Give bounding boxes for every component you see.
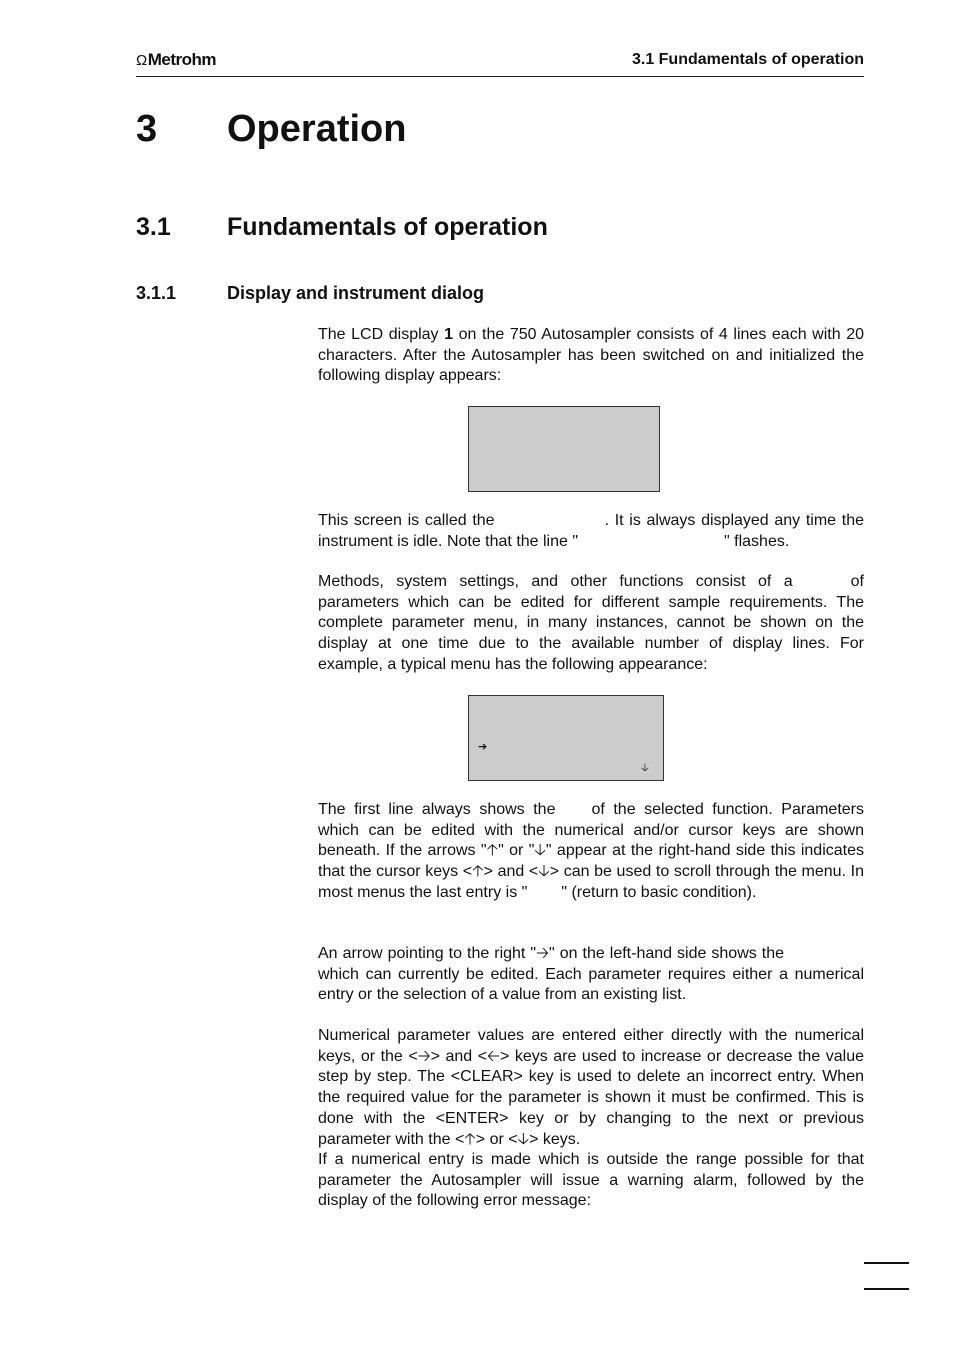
text-span: of parameters which can be edited for different sample requirements. The complete parameter menu, in many instances, cannot be shown on the display at one time due to the available number of display lines. For example, a typical menu has the following appearance: [318, 573, 864, 673]
paragraph-numerical-entry: Numerical parameter values are entered either directly with the numerical keys, or the <🡢> and <🡠> keys are used to increase or decrease the value step by step. The <CLEAR> key is used to delete an incorrect entry. When the required value for the parameter is shown it must be confirmed. This is done with the <ENTER> key or by changing to the next or previous parameter with the <🡡> or <🡣> keys. [318, 1027, 864, 1148]
text-span: This screen is called the [318, 512, 495, 529]
cursor-arrow-right-icon: ➔ [478, 740, 488, 753]
text-span: The LCD display [318, 326, 445, 343]
text-span: " flashes. [724, 532, 790, 550]
scroll-arrow-down-icon: 🡣 [641, 761, 649, 774]
lcd-basic-display [468, 406, 660, 492]
subsection-number: 3.1.1 [136, 283, 177, 303]
paragraph-first-line [318, 800, 864, 904]
text-span: Methods, system settings, and other functions consist of a [318, 573, 793, 590]
paragraph-basic-screen [318, 511, 864, 552]
text-span: " (return to basic condition). [561, 883, 757, 901]
chapter-number: 3 [136, 108, 158, 150]
section-number: 3.1 [136, 213, 171, 241]
omega-icon: Ω [136, 52, 147, 69]
page-header [136, 50, 864, 77]
text-span: on the 750 Autosampler consists of 4 lines each with 20 characters. After the Autosampler has been switched on and initialized the following display appears: [318, 326, 865, 385]
display-reference-number: 1 [444, 326, 454, 343]
footer-rule-bottom [864, 1288, 909, 1290]
text-span: The first line always shows the [318, 801, 556, 818]
logo-text: Metrohm [147, 50, 216, 69]
footer-rule-top [864, 1262, 909, 1264]
subsection-title: Display and instrument dialog [227, 283, 485, 303]
text-span: which can currently be edited. Each parameter requires either a numerical entry or the selection of a value from an existing list. [318, 965, 864, 1004]
metrohm-logo [136, 50, 216, 70]
text-span: . It is always displayed any time the instrument is idle. Note that the line " [318, 512, 864, 550]
text-span: An arrow pointing to the right "🡢" on the left-hand side shows the [318, 945, 784, 962]
text-span: of the selected function. Parameters which can be edited with the numerical and/or cursor keys are shown beneath. If the arrows "🡡" or "🡣" appear at the right-hand side this indicates that the cursor keys <🡡> and <🡣> can be used to scroll through the menu. In most menus the last entry is " [318, 801, 864, 901]
paragraph-error-warning: If a numerical entry is made which is outside the range possible for that parameter the Autosampler will issue a warning alarm, followed by the display of the following error message: [318, 1151, 864, 1210]
running-header-title: 3.1 Fundamentals of operation [631, 51, 864, 68]
lcd-menu-display [468, 695, 664, 781]
paragraph-cursor-arrow [318, 944, 864, 1006]
section-title: Fundamentals of operation [227, 213, 548, 241]
chapter-title: Operation [227, 108, 407, 150]
paragraph-menus [318, 572, 864, 676]
paragraph-lcd-intro [318, 325, 864, 387]
